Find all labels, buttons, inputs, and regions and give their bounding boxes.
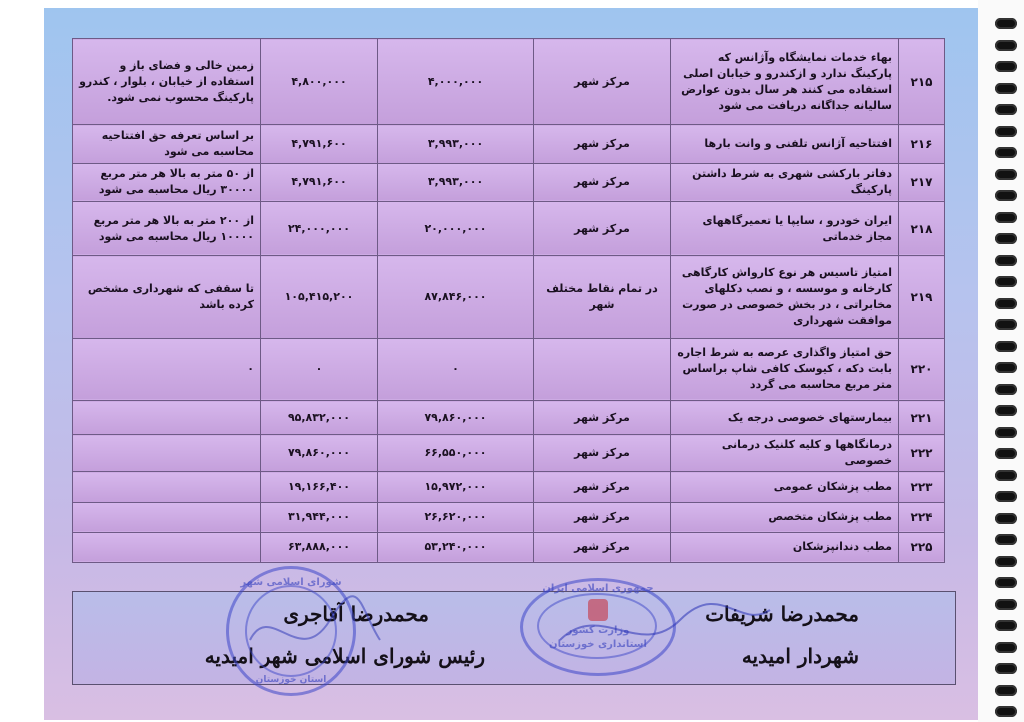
spiral-ring <box>995 513 1017 524</box>
note: ۰ <box>73 338 261 400</box>
price-proposed: ۷۹,۸۶۰,۰۰۰ <box>261 435 378 472</box>
location: مرکز شهر <box>534 163 671 201</box>
spiral-ring <box>995 104 1017 115</box>
location <box>534 338 671 400</box>
price-proposed: ۳۱,۹۴۴,۰۰۰ <box>261 502 378 532</box>
location: مرکز شهر <box>534 201 671 255</box>
table-row <box>73 338 945 400</box>
fee-title: امتیاز تاسیس هر نوع کارواش کارگاهی کارخانه و موسسه ، و نصب دکلهای مخابراتی ، در بخش خصوصی در صورت موافقت شهرداری <box>671 256 899 338</box>
price-current: ۲۰,۰۰۰,۰۰۰ <box>378 201 534 255</box>
spiral-ring <box>995 577 1017 588</box>
council-head-name: محمدرضا آقاجری <box>283 602 429 626</box>
fee-title: بیمارستهای خصوصی درجه یک <box>671 401 899 435</box>
spiral-ring <box>995 427 1017 438</box>
note: تا سقفی که شهرداری مشخص کرده باشد <box>73 256 261 338</box>
spiral-ring <box>995 384 1017 395</box>
spiral-ring <box>995 663 1017 674</box>
table-row <box>73 401 945 435</box>
price-current: ۱۵,۹۷۲,۰۰۰ <box>378 472 534 502</box>
spiral-ring <box>995 298 1017 309</box>
row-number: ۲۲۲ <box>899 435 945 472</box>
price-current: ۴,۰۰۰,۰۰۰ <box>378 39 534 125</box>
page-margin-left <box>0 0 44 722</box>
price-proposed: ۴,۸۰۰,۰۰۰ <box>261 39 378 125</box>
price-current: ۷۹,۸۶۰,۰۰۰ <box>378 401 534 435</box>
spiral-ring <box>995 83 1017 94</box>
price-proposed: ۱۹,۱۶۶,۴۰۰ <box>261 472 378 502</box>
spiral-ring <box>995 491 1017 502</box>
location: در تمام نقاط مختلف شهر <box>534 256 671 338</box>
table-row <box>73 532 945 562</box>
note: زمین خالی و فضای باز و استفاده از خیابان ، بلوار ، کندرو پارکینگ محسوب نمی شود. <box>73 39 261 125</box>
table-row <box>73 201 945 255</box>
location: مرکز شهر <box>534 435 671 472</box>
row-number: ۲۱۷ <box>899 163 945 201</box>
location: مرکز شهر <box>534 532 671 562</box>
note <box>73 435 261 472</box>
spiral-ring <box>995 534 1017 545</box>
location: مرکز شهر <box>534 125 671 163</box>
fee-table <box>72 38 945 563</box>
spiral-binding <box>995 8 1021 720</box>
spiral-ring <box>995 18 1017 29</box>
spiral-ring <box>995 620 1017 631</box>
table-row <box>73 502 945 532</box>
signature-box <box>72 591 956 685</box>
location: مرکز شهر <box>534 401 671 435</box>
row-number: ۲۱۶ <box>899 125 945 163</box>
table-row <box>73 163 945 201</box>
row-number: ۲۱۵ <box>899 39 945 125</box>
price-proposed: ۶۳,۸۸۸,۰۰۰ <box>261 532 378 562</box>
spiral-ring <box>995 40 1017 51</box>
price-current: ۶۶,۵۵۰,۰۰۰ <box>378 435 534 472</box>
price-proposed: ۱۰۵,۴۱۵,۲۰۰ <box>261 256 378 338</box>
mayor-title: شهردار امیدیه <box>741 644 859 668</box>
spiral-ring <box>995 169 1017 180</box>
spiral-ring <box>995 147 1017 158</box>
spiral-ring <box>995 599 1017 610</box>
row-number: ۲۲۳ <box>899 472 945 502</box>
council-head-title: رئیس شورای اسلامی شهر امیدیه <box>204 644 485 668</box>
table-row <box>73 256 945 338</box>
table-row <box>73 472 945 502</box>
fee-title: درمانگاهها و کلیه کلنیک درمانی خصوصی <box>671 435 899 472</box>
price-proposed: ۴,۷۹۱,۶۰۰ <box>261 125 378 163</box>
row-number: ۲۲۴ <box>899 502 945 532</box>
table-row <box>73 39 945 125</box>
note: از ۲۰۰ متر به بالا هر متر مربع ۱۰۰۰۰ ریال محاسبه می شود <box>73 201 261 255</box>
spiral-ring <box>995 319 1017 330</box>
row-number: ۲۲۵ <box>899 532 945 562</box>
fee-title: ایران خودرو ، سایپا یا تعمیرگاههای مجاز خدماتی <box>671 201 899 255</box>
note <box>73 502 261 532</box>
spiral-ring <box>995 212 1017 223</box>
price-proposed: ۴,۷۹۱,۶۰۰ <box>261 163 378 201</box>
fee-title: حق امتیاز واگذاری عرصه به شرط اجاره بابت دکه ، کیوسک کافی شاپ براساس متر مربع محاسبه می گردد <box>671 338 899 400</box>
fee-title: مطب پزشکان عمومی <box>671 472 899 502</box>
fee-title: مطب دندانپزشکان <box>671 532 899 562</box>
spiral-ring <box>995 341 1017 352</box>
price-current: ۳,۹۹۳,۰۰۰ <box>378 163 534 201</box>
spiral-ring <box>995 642 1017 653</box>
spiral-ring <box>995 255 1017 266</box>
spiral-ring <box>995 190 1017 201</box>
spiral-ring <box>995 448 1017 459</box>
spiral-ring <box>995 556 1017 567</box>
note <box>73 532 261 562</box>
price-proposed: ۰ <box>261 338 378 400</box>
fee-title: دفاتر بارکشی شهری به شرط داشتن پارکینگ <box>671 163 899 201</box>
row-number: ۲۱۹ <box>899 256 945 338</box>
spiral-ring <box>995 276 1017 287</box>
note: از ۵۰ متر به بالا هر متر مربع ۳۰۰۰۰ ریال محاسبه می شود <box>73 163 261 201</box>
fee-title: افتتاحیه آژانس تلفنی و وانت بارها <box>671 125 899 163</box>
stamp-text-bottom: استان خوزستان <box>255 675 327 685</box>
stamp-text-line2: استانداری خوزستان <box>549 639 647 650</box>
note: بر اساس تعرفه حق افتتاحیه محاسبه می شود <box>73 125 261 163</box>
spiral-ring <box>995 685 1017 696</box>
spiral-ring <box>995 126 1017 137</box>
stamp-text-top: جمهوری اسلامی ایران <box>542 583 654 594</box>
price-current: ۲۶,۶۲۰,۰۰۰ <box>378 502 534 532</box>
price-current: ۰ <box>378 338 534 400</box>
mayor-name: محمدرضا شریفات <box>705 602 859 626</box>
note <box>73 472 261 502</box>
spiral-ring <box>995 233 1017 244</box>
spiral-ring <box>995 405 1017 416</box>
price-current: ۸۷,۸۴۶,۰۰۰ <box>378 256 534 338</box>
emblem-icon <box>588 599 608 621</box>
council-stamp <box>226 566 356 696</box>
stamp-text-top: شورای اسلامی شهر <box>240 577 342 588</box>
spiral-ring <box>995 362 1017 373</box>
fee-title: مطب پزشکان متخصص <box>671 502 899 532</box>
row-number: ۲۱۸ <box>899 201 945 255</box>
fee-title: بهاء خدمات نمایشگاه وآژانس که پارکینگ ندارد و ازکندرو و خیابان اصلی استفاده می کنند هر سال بدون عوارض سالیانه جداگانه دریافت می شود <box>671 39 899 125</box>
price-proposed: ۹۵,۸۳۲,۰۰۰ <box>261 401 378 435</box>
row-number: ۲۲۱ <box>899 401 945 435</box>
price-current: ۵۳,۲۴۰,۰۰۰ <box>378 532 534 562</box>
stamp-text-line1: وزارت کشور <box>566 625 630 636</box>
table-row <box>73 125 945 163</box>
price-proposed: ۲۴,۰۰۰,۰۰۰ <box>261 201 378 255</box>
location: مرکز شهر <box>534 472 671 502</box>
spiral-ring <box>995 706 1017 717</box>
governorate-stamp <box>520 578 676 676</box>
spiral-ring <box>995 470 1017 481</box>
row-number: ۲۲۰ <box>899 338 945 400</box>
location: مرکز شهر <box>534 39 671 125</box>
price-current: ۳,۹۹۳,۰۰۰ <box>378 125 534 163</box>
note <box>73 401 261 435</box>
table-row <box>73 435 945 472</box>
spiral-ring <box>995 61 1017 72</box>
location: مرکز شهر <box>534 502 671 532</box>
